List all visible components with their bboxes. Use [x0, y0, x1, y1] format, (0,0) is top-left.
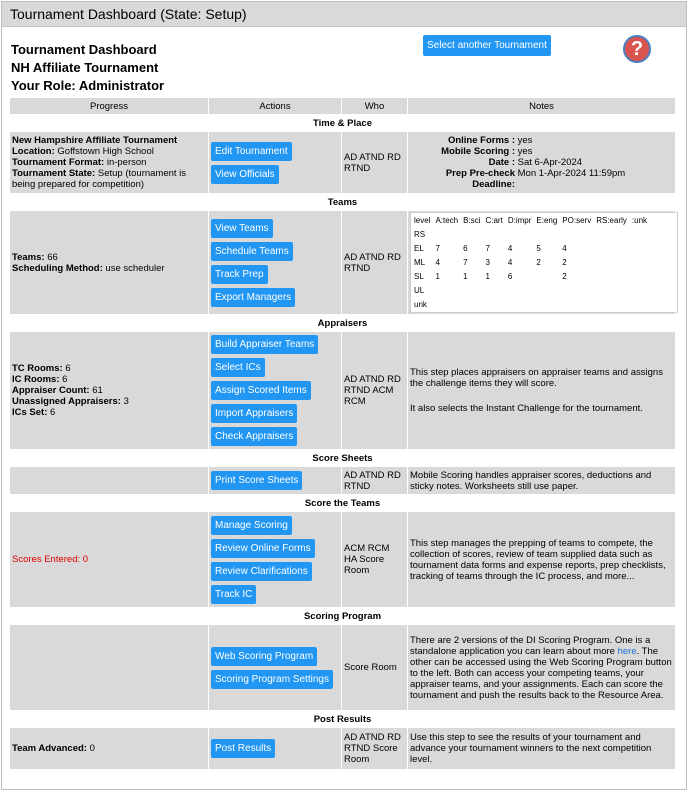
score-teams-who: ACM RCM HA Score Room	[342, 512, 408, 608]
section-scoring-program: Scoring Program	[10, 608, 676, 625]
scoring-program-progress	[10, 625, 209, 711]
time-place-who: AD ATND RD RTND	[342, 132, 408, 194]
post-results-progress	[10, 728, 209, 770]
time-place-notes	[408, 132, 676, 194]
edit-tournament-button[interactable]: Edit Tournament	[211, 142, 292, 161]
tc-rooms-label: TC Rooms:	[12, 363, 63, 374]
ics-set-label: ICs Set:	[12, 407, 48, 418]
teams-label: Teams:	[12, 251, 45, 263]
grid-cell	[594, 284, 630, 298]
mobile-scoring-value: yes	[517, 146, 533, 157]
teams-notes	[408, 211, 676, 315]
grid-header-cell: C:art	[483, 214, 505, 228]
scoring-notes-b: . The other can be accessed using the Web Scoring Program button to the left. Both can access your competing teams, your appraiser teams, and your assignments. Each can score the tournament and push the results back to the Resource Area.	[410, 645, 672, 701]
teams-count: 66	[47, 251, 58, 263]
grid-cell	[594, 228, 630, 242]
score-teams-actions	[209, 512, 342, 608]
post-results-actions	[209, 728, 342, 770]
team-level-grid	[410, 212, 678, 313]
header-line-2: NH Affiliate Tournament	[11, 60, 159, 75]
scoring-notes-a: There are 2 versions of the DI Scoring Program. One is a standalone application you can learn about more	[410, 634, 651, 657]
grid-cell: 4	[505, 242, 534, 256]
ic-rooms-value: 6	[62, 374, 68, 385]
scoring-program-who: Score Room	[342, 625, 408, 711]
select-another-tournament-button[interactable]: Select another Tournament	[423, 35, 551, 56]
sched-label: Scheduling Method:	[12, 262, 103, 274]
grid-row	[412, 242, 650, 256]
check-appraisers-button[interactable]: Check Appraisers	[211, 427, 297, 446]
schedule-teams-button[interactable]: Schedule Teams	[211, 242, 293, 261]
col-actions: Actions	[209, 98, 342, 115]
ics-set-value: 6	[50, 407, 56, 418]
grid-cell	[483, 284, 505, 298]
grid-cell	[594, 298, 630, 312]
grid-cell	[461, 228, 483, 242]
help-icon[interactable]: ?	[623, 35, 651, 63]
grid-cell	[505, 298, 534, 312]
grid-cell	[560, 228, 594, 242]
score-sheets-actions	[209, 467, 342, 495]
state-value: Setup (tournament is being prepared for competition)	[12, 168, 187, 190]
sched-value: use scheduler	[105, 262, 165, 274]
grid-row	[412, 284, 650, 298]
location-label: Location:	[12, 146, 55, 157]
state-label: Tournament State:	[12, 168, 96, 179]
col-progress: Progress	[10, 98, 209, 115]
teams-progress	[10, 211, 209, 315]
grid-cell	[534, 228, 560, 242]
grid-cell: RS	[412, 228, 433, 242]
grid-cell	[433, 298, 461, 312]
section-time-place: Time & Place	[10, 115, 676, 132]
scoring-program-settings-button[interactable]: Scoring Program Settings	[211, 670, 333, 689]
appraisers-who: AD ATND RD RTND ACM RCM	[342, 332, 408, 450]
grid-cell	[505, 228, 534, 242]
grid-cell	[433, 284, 461, 298]
grid-cell	[629, 256, 649, 270]
import-appraisers-button[interactable]: Import Appraisers	[211, 404, 297, 423]
ic-rooms-label: IC Rooms:	[12, 374, 60, 385]
format-label: Tournament Format:	[12, 157, 105, 168]
prep-deadline-label: Prep Pre-check Deadline:	[445, 168, 515, 190]
teams-actions	[209, 211, 342, 315]
grid-cell: unk	[412, 298, 433, 312]
section-appraisers: Appraisers	[10, 315, 676, 332]
grid-cell	[534, 284, 560, 298]
grid-header-cell: D:impr	[505, 214, 534, 228]
review-online-forms-button[interactable]: Review Online Forms	[211, 539, 315, 558]
grid-cell: SL	[412, 270, 433, 284]
scoring-program-notes	[408, 625, 676, 711]
date-value: Sat 6-Apr-2024	[517, 157, 583, 168]
date-label: Date :	[488, 157, 515, 168]
grid-cell	[461, 298, 483, 312]
post-results-button[interactable]: Post Results	[211, 739, 275, 758]
grid-cell	[433, 228, 461, 242]
grid-cell: 6	[505, 270, 534, 284]
grid-cell: 2	[560, 256, 594, 270]
grid-cell	[483, 298, 505, 312]
score-sheets-who: AD ATND RD RTND	[342, 467, 408, 495]
grid-cell	[629, 298, 649, 312]
unassigned-label: Unassigned Appraisers:	[12, 396, 121, 407]
grid-cell: 5	[534, 242, 560, 256]
header-line-3: Your Role: Administrator	[11, 78, 165, 93]
grid-cell	[505, 284, 534, 298]
track-ic-button[interactable]: Track IC	[211, 585, 256, 604]
score-sheets-notes: Mobile Scoring handles appraiser scores, deductions and sticky notes. Worksheets still use paper.	[408, 467, 676, 495]
dashboard-table	[9, 97, 676, 770]
grid-cell: 2	[534, 256, 560, 270]
grid-cell	[629, 228, 649, 242]
grid-cell: 6	[461, 242, 483, 256]
location-value: Goffstown High School	[57, 146, 154, 157]
grid-header-cell: E:eng	[534, 214, 560, 228]
grid-cell: 2	[560, 270, 594, 284]
export-managers-button[interactable]: Export Managers	[211, 288, 295, 307]
grid-cell	[461, 284, 483, 298]
assign-scored-items-button[interactable]: Assign Scored Items	[211, 381, 311, 400]
post-results-notes: Use this step to see the results of your tournament and advance your tournament winners to the next competition level.	[408, 728, 676, 770]
grid-header-cell: RS:early	[594, 214, 630, 228]
grid-header-cell: PO:serv	[560, 214, 594, 228]
track-prep-button[interactable]: Track Prep	[211, 265, 268, 284]
grid-cell	[629, 242, 649, 256]
section-teams: Teams	[10, 194, 676, 211]
review-clarifications-button[interactable]: Review Clarifications	[211, 562, 312, 581]
col-who: Who	[342, 98, 408, 115]
team-advanced-value: 0	[89, 743, 95, 754]
header-line-1: Tournament Dashboard	[11, 42, 157, 57]
grid-row	[412, 228, 650, 242]
grid-cell: 1	[461, 270, 483, 284]
appraisers-actions	[209, 332, 342, 450]
grid-cell: 7	[461, 256, 483, 270]
grid-row	[412, 298, 650, 312]
teams-who: AD ATND RD RTND	[342, 211, 408, 315]
format-value: in-person	[106, 157, 147, 168]
appraiser-count-label: Appraiser Count:	[12, 385, 90, 396]
col-notes: Notes	[408, 98, 676, 115]
web-scoring-program-button[interactable]: Web Scoring Program	[211, 647, 317, 666]
grid-cell: 4	[505, 256, 534, 270]
score-teams-notes: This step manages the prepping of teams to compete, the collection of scores, review of team supplied data such as tournament data forms and expense reports, prep checklists, tracking of teams through the IC process, and more...	[408, 512, 676, 608]
grid-cell	[534, 298, 560, 312]
tournament-name: New Hampshire Affiliate Tournament	[12, 135, 178, 146]
grid-cell: ML	[412, 256, 433, 270]
build-appraiser-teams-button[interactable]: Build Appraiser Teams	[211, 335, 318, 354]
scoring-program-actions	[209, 625, 342, 711]
section-post-results: Post Results	[10, 711, 676, 728]
time-place-progress	[10, 132, 209, 194]
manage-scoring-button[interactable]: Manage Scoring	[211, 516, 292, 535]
appraisers-notes-1: This step places appraisers on appraiser teams and assigns the challenge items they will score.	[410, 367, 663, 389]
post-results-who: AD ATND RD RTND Score Room	[342, 728, 408, 770]
grid-cell	[594, 256, 630, 270]
grid-cell	[594, 242, 630, 256]
here-link[interactable]: here	[617, 645, 637, 657]
section-score-sheets: Score Sheets	[10, 450, 676, 467]
grid-cell: 7	[483, 242, 505, 256]
grid-cell	[483, 228, 505, 242]
team-advanced-label: Team Advanced:	[12, 743, 87, 754]
appraisers-notes-2: It also selects the Instant Challenge for the tournament.	[410, 403, 643, 414]
grid-cell	[629, 270, 649, 284]
prep-deadline-value: Mon 1-Apr-2024 11:59pm	[517, 168, 626, 179]
grid-cell: 4	[433, 256, 461, 270]
grid-cell	[594, 270, 630, 284]
unassigned-value: 3	[123, 396, 129, 407]
view-officials-button[interactable]: View Officials	[211, 165, 279, 184]
view-teams-button[interactable]: View Teams	[211, 219, 273, 238]
grid-header-cell: A:tech	[433, 214, 461, 228]
print-score-sheets-button[interactable]: Print Score Sheets	[211, 471, 302, 490]
grid-cell: 1	[433, 270, 461, 284]
section-score-teams: Score the Teams	[10, 495, 676, 512]
grid-cell: UL	[412, 284, 433, 298]
mobile-scoring-label: Mobile Scoring :	[441, 146, 515, 157]
grid-cell	[629, 284, 649, 298]
grid-cell	[534, 270, 560, 284]
grid-row	[412, 256, 650, 270]
grid-cell: EL	[412, 242, 433, 256]
score-sheets-progress	[10, 467, 209, 495]
appraisers-progress	[10, 332, 209, 450]
appraiser-count-value: 61	[92, 385, 103, 396]
grid-cell: 1	[483, 270, 505, 284]
grid-cell: 3	[483, 256, 505, 270]
window-title: Tournament Dashboard (State: Setup)	[2, 2, 686, 27]
grid-row	[412, 270, 650, 284]
grid-cell: 7	[433, 242, 461, 256]
time-place-actions	[209, 132, 342, 194]
select-ics-button[interactable]: Select ICs	[211, 358, 265, 377]
grid-cell	[560, 298, 594, 312]
online-forms-value: yes	[517, 135, 533, 146]
appraisers-notes	[408, 332, 676, 450]
tc-rooms-value: 6	[65, 363, 71, 374]
scores-entered: Scores Entered: 0	[10, 512, 209, 608]
grid-header-cell: level	[412, 214, 433, 228]
grid-cell: 4	[560, 242, 594, 256]
online-forms-label: Online Forms :	[447, 135, 515, 146]
grid-header-cell: :unk	[629, 214, 649, 228]
grid-header-cell: B:sci	[461, 214, 483, 228]
grid-cell	[560, 284, 594, 298]
dashboard-header	[2, 27, 686, 101]
